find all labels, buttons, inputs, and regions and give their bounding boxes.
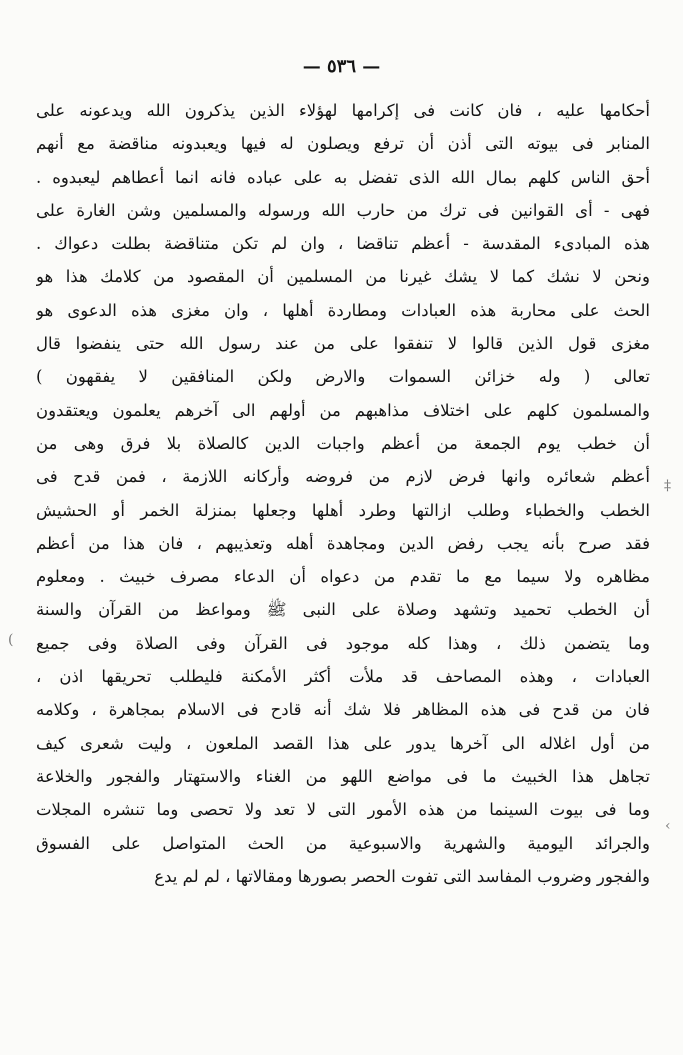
body-text (36, 94, 650, 893)
text-line: أحكامها عليه ، فان كانت فى إكرامها لهؤلاء الذين يذكرون الله ويدعونه على (36, 101, 650, 120)
text-line: المنابر فى بيوته التى أذن أن ترفع ويصلون له فيها ويعبدونه مناقضة مع أنهم (36, 134, 650, 154)
text-line: مغزى قول الذين قالوا لا تنفقوا على من عند رسول الله حتى ينفضوا قال (36, 334, 650, 354)
margin-mark-icon: ‡ (664, 478, 671, 494)
text-line: والجرائد اليومية والشهرية والاسبوعية من الحث المتواصل على الفسوق (36, 833, 650, 853)
text-line: فان من قدح فى هذه المظاهر فلا شك أنه قادح فى الاسلام بمجاهرة ، وكلامه (36, 700, 650, 720)
text-line: من أول اغلاله الى آخرها يدور على هذا القصد الملعون ، وليت شعرى كيف (36, 733, 650, 753)
text-line: والفجور وضروب المفاسد التى تفوت الحصر بصورها ومقالاتها ، لم لم يدع (154, 866, 650, 886)
text-line: وما يتضمن ذلك ، وهذا كله موجود فى القرآن وفى الصلاة وفى جميع (36, 633, 650, 653)
text-line: العبادات ، وهذه المصاحف قد ملأت أكثر الأمكنة فليطلب تحريقها اذن ، (36, 667, 650, 687)
text-line: ونحن لا نشك كما لا يشك غيرنا من المسلمين أن المقصود من كلامك هذا هو (36, 267, 650, 287)
text-line: فهى - أى القوانين فى ترك من حارب الله ورسوله والمسلمين وشن الغارة على (36, 200, 650, 220)
text-line: مظاهره ولا سيما مع ما تقدم من دعواه أن الدعاء مصرف خبيث . ومعلوم (36, 567, 650, 587)
text-line: أعظم شعائره وانها فرض لازم من فروضه وأركانه اللازمة ، فمن قدح فى (36, 467, 650, 487)
page-number: — ٥٣٦ — (302, 56, 381, 77)
text-line: تعالى ( وله خزائن السموات والارض ولكن المنافقين لا يفقهون ) (36, 367, 650, 387)
margin-mark-icon: ( (8, 632, 14, 648)
text-line: أحق الناس كلهم بمال الله الذى تفضل به على عباده فانه انما أعطاهم ليعبدوه . (36, 167, 650, 187)
text-line: وما فى بيوت السينما من هذه الأمور التى لا تعد ولا تحصى وما تنشره المجلات (36, 800, 650, 820)
text-line: والمسلمون كلهم على اختلاف مذاهبهم من أولهم الى آخرهم يعلمون ويعتقدون (36, 400, 650, 420)
text-line: فقد صرح بأنه يجب رفض الدين ومجاهدة أهله وتعذيبهم ، فان هذا من أعظم (36, 533, 650, 553)
text-line: أن الخطب تحميد وتشهد وصلاة على النبى ﷺ ومواعظ من القرآن والسنة (36, 600, 650, 620)
text-line: تجاهل هذا الخبيث ما فى مواضع اللهو من الغناء والاستهتار والفجور والخلاعة (36, 766, 650, 786)
text-line: الحث على محاربة هذه العبادات ومطاردة أهلها ، وان مغزى هذه الدعوى هو (36, 300, 650, 320)
margin-mark-icon: ‹ (665, 818, 671, 834)
text-line: هذه المبادىء المقدسة - أعظم تناقضا ، وان لم تكن متناقضة بطلت دعواك . (36, 234, 650, 254)
text-line: الخطب والخطباء وطلب ازالتها وطرد أهلها وجعلها بمنزلة الخمر أو الحشيش (36, 500, 650, 520)
text-line: أن خطب يوم الجمعة من أعظم واجبات الدين كالصلاة بلا فرق وهى من (36, 433, 650, 453)
